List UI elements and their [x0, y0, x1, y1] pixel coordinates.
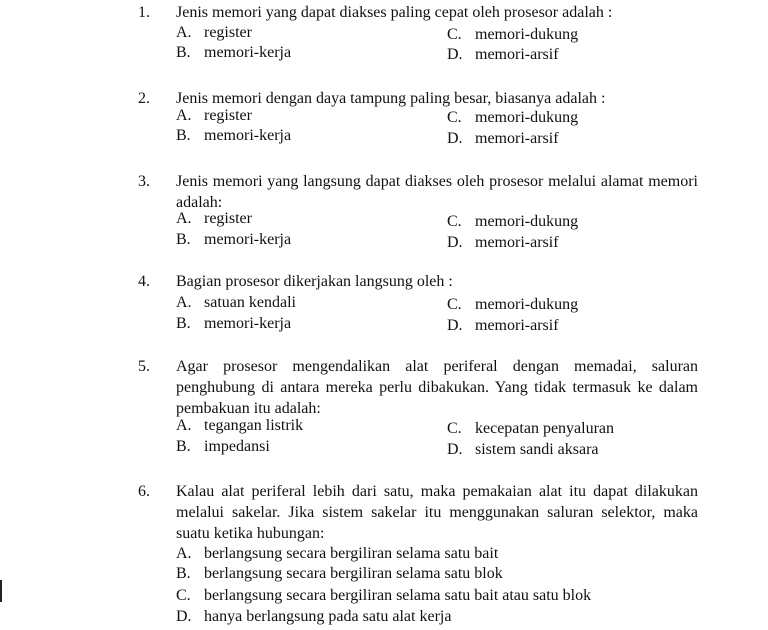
- option-text: register: [204, 107, 252, 124]
- option-b[interactable]: [176, 125, 291, 146]
- option-text: kecepatan penyaluran: [475, 420, 615, 437]
- option-text: memori-arsif: [475, 130, 559, 147]
- option-letter: B.: [176, 44, 191, 61]
- option-d[interactable]: [447, 128, 559, 149]
- question-stem: Jenis memori yang langsung dapat diakses oleh prosesor melalui alamat memori adalah:: [176, 173, 698, 211]
- option-letter: A.: [176, 24, 192, 41]
- option-letter: D.: [447, 317, 463, 334]
- option-letter: C.: [447, 296, 462, 313]
- option-a[interactable]: [176, 543, 498, 564]
- option-text: berlangsung secara bergiliran selama satu bait atau satu blok: [204, 587, 592, 604]
- option-text: register: [204, 24, 252, 41]
- option-letter: C.: [447, 213, 462, 230]
- option-text: memori-arsif: [475, 46, 559, 63]
- question-number: 4.: [138, 273, 150, 290]
- question-number: 3.: [138, 173, 150, 190]
- option-c[interactable]: [447, 211, 578, 232]
- option-letter: C.: [447, 26, 462, 43]
- option-text: memori-kerja: [204, 315, 292, 332]
- option-d[interactable]: [176, 606, 451, 627]
- option-text: register: [204, 210, 252, 227]
- option-text: memori-dukung: [475, 26, 579, 43]
- option-letter: D.: [447, 46, 463, 63]
- option-c[interactable]: [447, 107, 578, 128]
- option-text: impedansi: [204, 438, 270, 455]
- scan-edge-mark: [0, 580, 2, 602]
- option-letter: D.: [176, 608, 192, 625]
- option-text: sistem sandi aksara: [475, 441, 599, 458]
- option-d[interactable]: [447, 315, 559, 336]
- question-stem: Agar prosesor mengendalikan alat periferal dengan memadai, saluran penghubung di antara mereka perlu dibakukan. Yang tidak termasuk ke dalam pembakuan itu adalah:: [176, 358, 698, 417]
- option-c[interactable]: [447, 294, 578, 315]
- question-number: 2.: [138, 90, 150, 107]
- option-text: memori-dukung: [475, 109, 579, 126]
- option-a[interactable]: [176, 22, 252, 43]
- option-letter: C.: [447, 420, 462, 437]
- option-text: hanya berlangsung pada satu alat kerja: [204, 608, 452, 625]
- question-stem: Bagian prosesor dikerjakan langsung oleh :: [176, 273, 453, 290]
- option-b[interactable]: [176, 42, 291, 63]
- option-letter: B.: [176, 127, 191, 144]
- option-letter: D.: [447, 234, 463, 251]
- option-d[interactable]: [447, 44, 559, 65]
- option-b[interactable]: [176, 563, 503, 584]
- option-d[interactable]: [447, 439, 599, 460]
- option-letter: A.: [176, 107, 192, 124]
- option-text: memori-kerja: [204, 127, 292, 144]
- option-a[interactable]: [176, 105, 252, 126]
- option-text: memori-arsif: [475, 317, 559, 334]
- option-letter: C.: [447, 109, 462, 126]
- option-text: memori-arsif: [475, 234, 559, 251]
- question-number: 1.: [138, 4, 150, 21]
- option-text: tegangan listrik: [204, 417, 304, 434]
- option-text: berlangsung secara bergiliran selama satu blok: [204, 565, 503, 582]
- option-text: memori-kerja: [204, 44, 292, 61]
- option-a[interactable]: [176, 292, 296, 313]
- question-number: 5.: [138, 358, 150, 375]
- option-c[interactable]: [176, 585, 591, 606]
- option-letter: B.: [176, 315, 191, 332]
- option-letter: D.: [447, 441, 463, 458]
- option-text: berlangsung secara bergiliran selama satu bait: [204, 545, 499, 562]
- option-letter: C.: [176, 587, 191, 604]
- option-d[interactable]: [447, 232, 559, 253]
- option-letter: B.: [176, 438, 191, 455]
- option-letter: A.: [176, 417, 192, 434]
- option-text: memori-dukung: [475, 213, 579, 230]
- option-letter: A.: [176, 210, 192, 227]
- question-stem: Kalau alat periferal lebih dari satu, maka pemakaian alat itu dapat dilakukan melalui sakelar. Jika sistem sakelar itu menggunakan saluran selektor, maka suatu ketika hubungan:: [176, 483, 698, 542]
- option-a[interactable]: [176, 208, 252, 229]
- option-text: memori-dukung: [475, 296, 579, 313]
- option-letter: B.: [176, 565, 191, 582]
- option-text: satuan kendali: [204, 294, 296, 311]
- option-letter: B.: [176, 231, 191, 248]
- question-number: 6.: [138, 483, 150, 500]
- option-c[interactable]: [447, 418, 614, 439]
- option-text: memori-kerja: [204, 231, 292, 248]
- option-letter: D.: [447, 130, 463, 147]
- question-stem: Jenis memori yang dapat diakses paling cepat oleh prosesor adalah :: [176, 4, 613, 21]
- option-letter: A.: [176, 545, 192, 562]
- option-b[interactable]: [176, 313, 291, 334]
- question-stem: Jenis memori dengan daya tampung paling besar, biasanya adalah :: [176, 90, 606, 107]
- option-b[interactable]: [176, 229, 291, 250]
- option-a[interactable]: [176, 415, 303, 436]
- option-c[interactable]: [447, 24, 578, 45]
- option-b[interactable]: [176, 436, 270, 457]
- option-letter: A.: [176, 294, 192, 311]
